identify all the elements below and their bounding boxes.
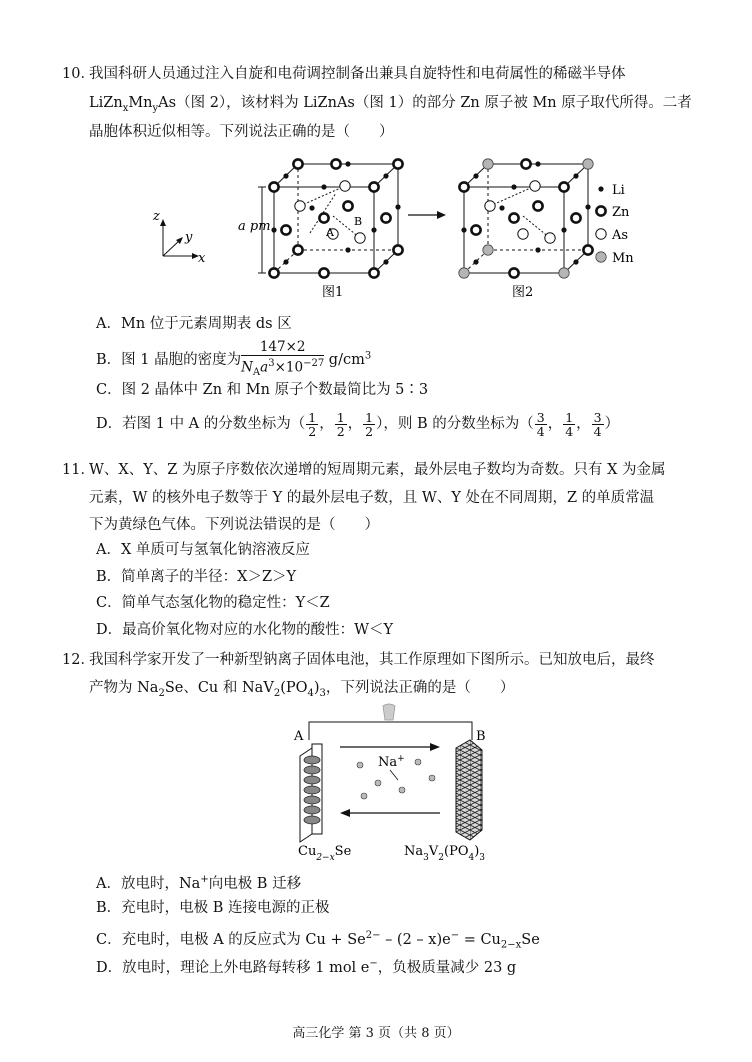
coord-num: 3 bbox=[593, 409, 602, 425]
q11-stem-line2: 元素，W 的核外电子数等于 Y 的最外层电子数，且 W、Y 处在不同周期，Z 的单质常温 bbox=[89, 490, 655, 506]
unit-cell-1 bbox=[274, 164, 398, 273]
page-footer: 高三化学 第 3 页（共 8 页） bbox=[292, 1026, 460, 1041]
q12-c-sub: 2−x bbox=[500, 939, 522, 951]
coord-b-z bbox=[592, 411, 604, 438]
ion-label bbox=[378, 754, 405, 770]
electrode-a bbox=[300, 744, 322, 842]
coord-num: 1 bbox=[336, 409, 345, 425]
q12-c-sup1: 2− bbox=[365, 930, 381, 941]
q12-a-sup: + bbox=[200, 874, 209, 885]
q10-option-d-text: D．若图 1 中 A 的分数坐标为（ bbox=[96, 416, 306, 432]
q12-a-text2: 向电极 B 迁移 bbox=[208, 875, 302, 892]
battery-figure bbox=[0, 700, 752, 860]
q12-c-d: Se bbox=[521, 931, 540, 948]
q10-formula-part: Mn bbox=[128, 95, 153, 111]
ion-name: Na bbox=[378, 755, 398, 770]
rm-s3: 4 bbox=[468, 853, 475, 860]
q10-option-c: C．图 2 晶体中 Zn 和 Mn 原子个数最简比为 5∶3 bbox=[96, 382, 429, 398]
q12-text: ) bbox=[313, 680, 320, 696]
atom-a-label: A bbox=[326, 226, 334, 239]
coord-num: 1 bbox=[365, 409, 374, 425]
atom-legend bbox=[596, 183, 635, 266]
q12-d-sup: − bbox=[369, 958, 378, 969]
q12-number: 12． bbox=[62, 652, 95, 668]
den-exp: −27 bbox=[303, 358, 325, 369]
q12-d-b: ，负极质量减少 23 g bbox=[377, 959, 517, 976]
q10-option-d: D．若图 1 中 A 的分数坐标为（ $\frac{1}{2}$ ， $\frac{1}{2}$ ， $\frac{1}{2}$ ），则 B 的分数坐标为（ $\frac{3}{4}$ ， $\frac{1}{4}$ ， $\frac{3}{4}$ ） bbox=[96, 409, 620, 439]
coord-a-x bbox=[306, 411, 318, 438]
q12-text: ，下列说法正确的是（ ） bbox=[325, 680, 515, 696]
q11-number: 11． bbox=[62, 462, 95, 478]
rm-d: ) bbox=[474, 844, 480, 859]
rm-s1: 3 bbox=[423, 853, 429, 860]
legend-zn: Zn bbox=[612, 205, 630, 220]
electrode-b bbox=[456, 740, 482, 840]
rm-c: (PO bbox=[444, 844, 469, 859]
electrode-a-label: A bbox=[294, 729, 304, 744]
bulb-icon bbox=[383, 704, 395, 720]
external-circuit bbox=[309, 722, 472, 740]
axis-y-label: y bbox=[185, 230, 193, 245]
q10-option-b bbox=[96, 340, 371, 380]
lm-a: Cu bbox=[298, 844, 317, 859]
den-n-sub: A bbox=[252, 367, 261, 379]
q12-option-c bbox=[96, 926, 540, 956]
unit-cell-2 bbox=[464, 164, 588, 273]
q10-formula-part: LiZn bbox=[89, 95, 123, 111]
q11-option-c: C．简单气态氢化物的稳定性：Y＜Z bbox=[96, 595, 330, 611]
figure-2-caption: 图2 bbox=[512, 285, 534, 300]
q12-sub: 4 bbox=[307, 687, 314, 699]
q12-a-text: A．放电时，Na bbox=[96, 875, 201, 892]
density-numerator: 147×2 bbox=[241, 340, 324, 356]
coord-b-y bbox=[563, 411, 575, 438]
q11-stem-line1: W、X、Y、Z 为原子序数依次递增的短周期元素，最外层电子数均为奇数。只有 X 为金属 bbox=[89, 462, 666, 478]
atom-b-label: B bbox=[354, 215, 363, 228]
right-material-label bbox=[404, 844, 485, 860]
q11-option-a: A．X 单质可与氢氧化钠溶液反应 bbox=[96, 542, 310, 558]
q12-c-sup2: − bbox=[450, 930, 460, 941]
axis-z-label: z bbox=[153, 209, 160, 224]
q11-option-d: D．最高价氧化物对应的水化物的酸性：W＜Y bbox=[96, 622, 394, 638]
rm-a: Na bbox=[404, 844, 424, 859]
coord-num: 1 bbox=[565, 409, 574, 425]
q10-option-b-text: B．图 1 晶胞的密度为 bbox=[96, 352, 242, 369]
q10-option-d-mid: ），则 B 的分数坐标为（ bbox=[376, 416, 534, 432]
q10-stem-text: As（图 2），该材料为 LiZnAs（图 1）的部分 Zn 原子被 Mn 原子取代所得。二者 bbox=[158, 95, 692, 111]
coord-den: 2 bbox=[365, 423, 374, 439]
crystal-figure bbox=[0, 148, 752, 308]
q12-option-b: B．充电时，电极 B 连接电源的正极 bbox=[96, 900, 330, 916]
q10-formula-sub: x bbox=[122, 102, 129, 114]
axis-icon bbox=[152, 209, 206, 266]
q11-stem-line3: 下为黄绿色气体。下列说法错误的是（ ） bbox=[89, 517, 379, 533]
density-unit: g/cm bbox=[324, 352, 365, 369]
axis-x-label: x bbox=[198, 251, 206, 266]
legend-mn: Mn bbox=[612, 251, 634, 266]
coord-den: 2 bbox=[308, 423, 317, 439]
rm-b: V bbox=[428, 844, 439, 859]
rm-s4: 3 bbox=[479, 853, 486, 860]
coord-den: 4 bbox=[593, 423, 602, 439]
density-denominator bbox=[241, 356, 324, 380]
q12-sub: 2 bbox=[273, 687, 281, 699]
q10-stem-line3: 晶胞体积近似相等。下列说法正确的是（ ） bbox=[89, 124, 394, 140]
q12-text: 产物为 Na bbox=[89, 680, 159, 696]
q12-sub: 3 bbox=[319, 687, 326, 699]
den-a: a bbox=[260, 359, 269, 376]
ion-charge: + bbox=[397, 754, 405, 764]
den-n: N bbox=[241, 359, 253, 376]
coord-a-y bbox=[335, 411, 347, 438]
coord-b-x bbox=[535, 411, 547, 438]
den-tail: ×10 bbox=[274, 359, 304, 376]
q12-stem-line1: 我国科学家开发了一种新型钠离子固体电池，其工作原理如下图所示。已知放电后，最终 bbox=[89, 652, 655, 668]
coord-num: 3 bbox=[536, 409, 545, 425]
coord-den: 2 bbox=[336, 423, 345, 439]
q10-stem-line1: 我国科研人员通过注入自旋和电荷调控制备出兼具自旋特性和电荷属性的稀磁半导体 bbox=[89, 66, 626, 82]
q10-number: 10． bbox=[62, 66, 95, 82]
q12-c-b: – (2 – x)e bbox=[380, 931, 451, 948]
coord-den: 4 bbox=[565, 423, 574, 439]
electrode-b-label: B bbox=[476, 729, 486, 744]
q10-option-d-end: ） bbox=[604, 416, 620, 432]
q12-c-c: = Cu bbox=[459, 931, 501, 948]
q12-option-d bbox=[96, 954, 516, 978]
figure-1-caption: 图1 bbox=[322, 285, 344, 300]
left-material-label bbox=[298, 844, 352, 860]
coord-a-z bbox=[363, 411, 375, 438]
lm-b: Se bbox=[334, 844, 352, 859]
density-fraction bbox=[241, 340, 324, 380]
cell1-atoms bbox=[269, 159, 402, 277]
q12-sub: 2 bbox=[158, 687, 165, 699]
density-unit-sup: 3 bbox=[364, 350, 372, 362]
q12-option-a bbox=[96, 870, 301, 894]
legend-li: Li bbox=[612, 183, 625, 198]
q10-option-a: A．Mn 位于元素周期表 ds 区 bbox=[96, 316, 292, 332]
edge-length-label: a pm bbox=[238, 219, 271, 234]
coord-num: 1 bbox=[308, 409, 317, 425]
q12-d-a: D．放电时，理论上外电路每转移 1 mol e bbox=[96, 959, 370, 976]
legend-as: As bbox=[612, 228, 629, 243]
den-a-sup: 3 bbox=[268, 358, 275, 369]
q12-text: (PO bbox=[280, 680, 308, 696]
q10-formula-sub: y bbox=[152, 102, 159, 114]
rm-s2: 2 bbox=[438, 853, 444, 860]
lm-sub: 2−x bbox=[316, 853, 335, 860]
coord-den: 4 bbox=[536, 423, 545, 439]
q12-c-a: C．充电时，电极 A 的反应式为 Cu + Se bbox=[96, 931, 366, 948]
cell2-atoms bbox=[459, 159, 593, 278]
q12-text: Se、Cu 和 NaV bbox=[164, 680, 274, 696]
q11-option-b: B．简单离子的半径：X＞Z＞Y bbox=[96, 569, 297, 585]
q10-stem-line2 bbox=[89, 93, 692, 119]
